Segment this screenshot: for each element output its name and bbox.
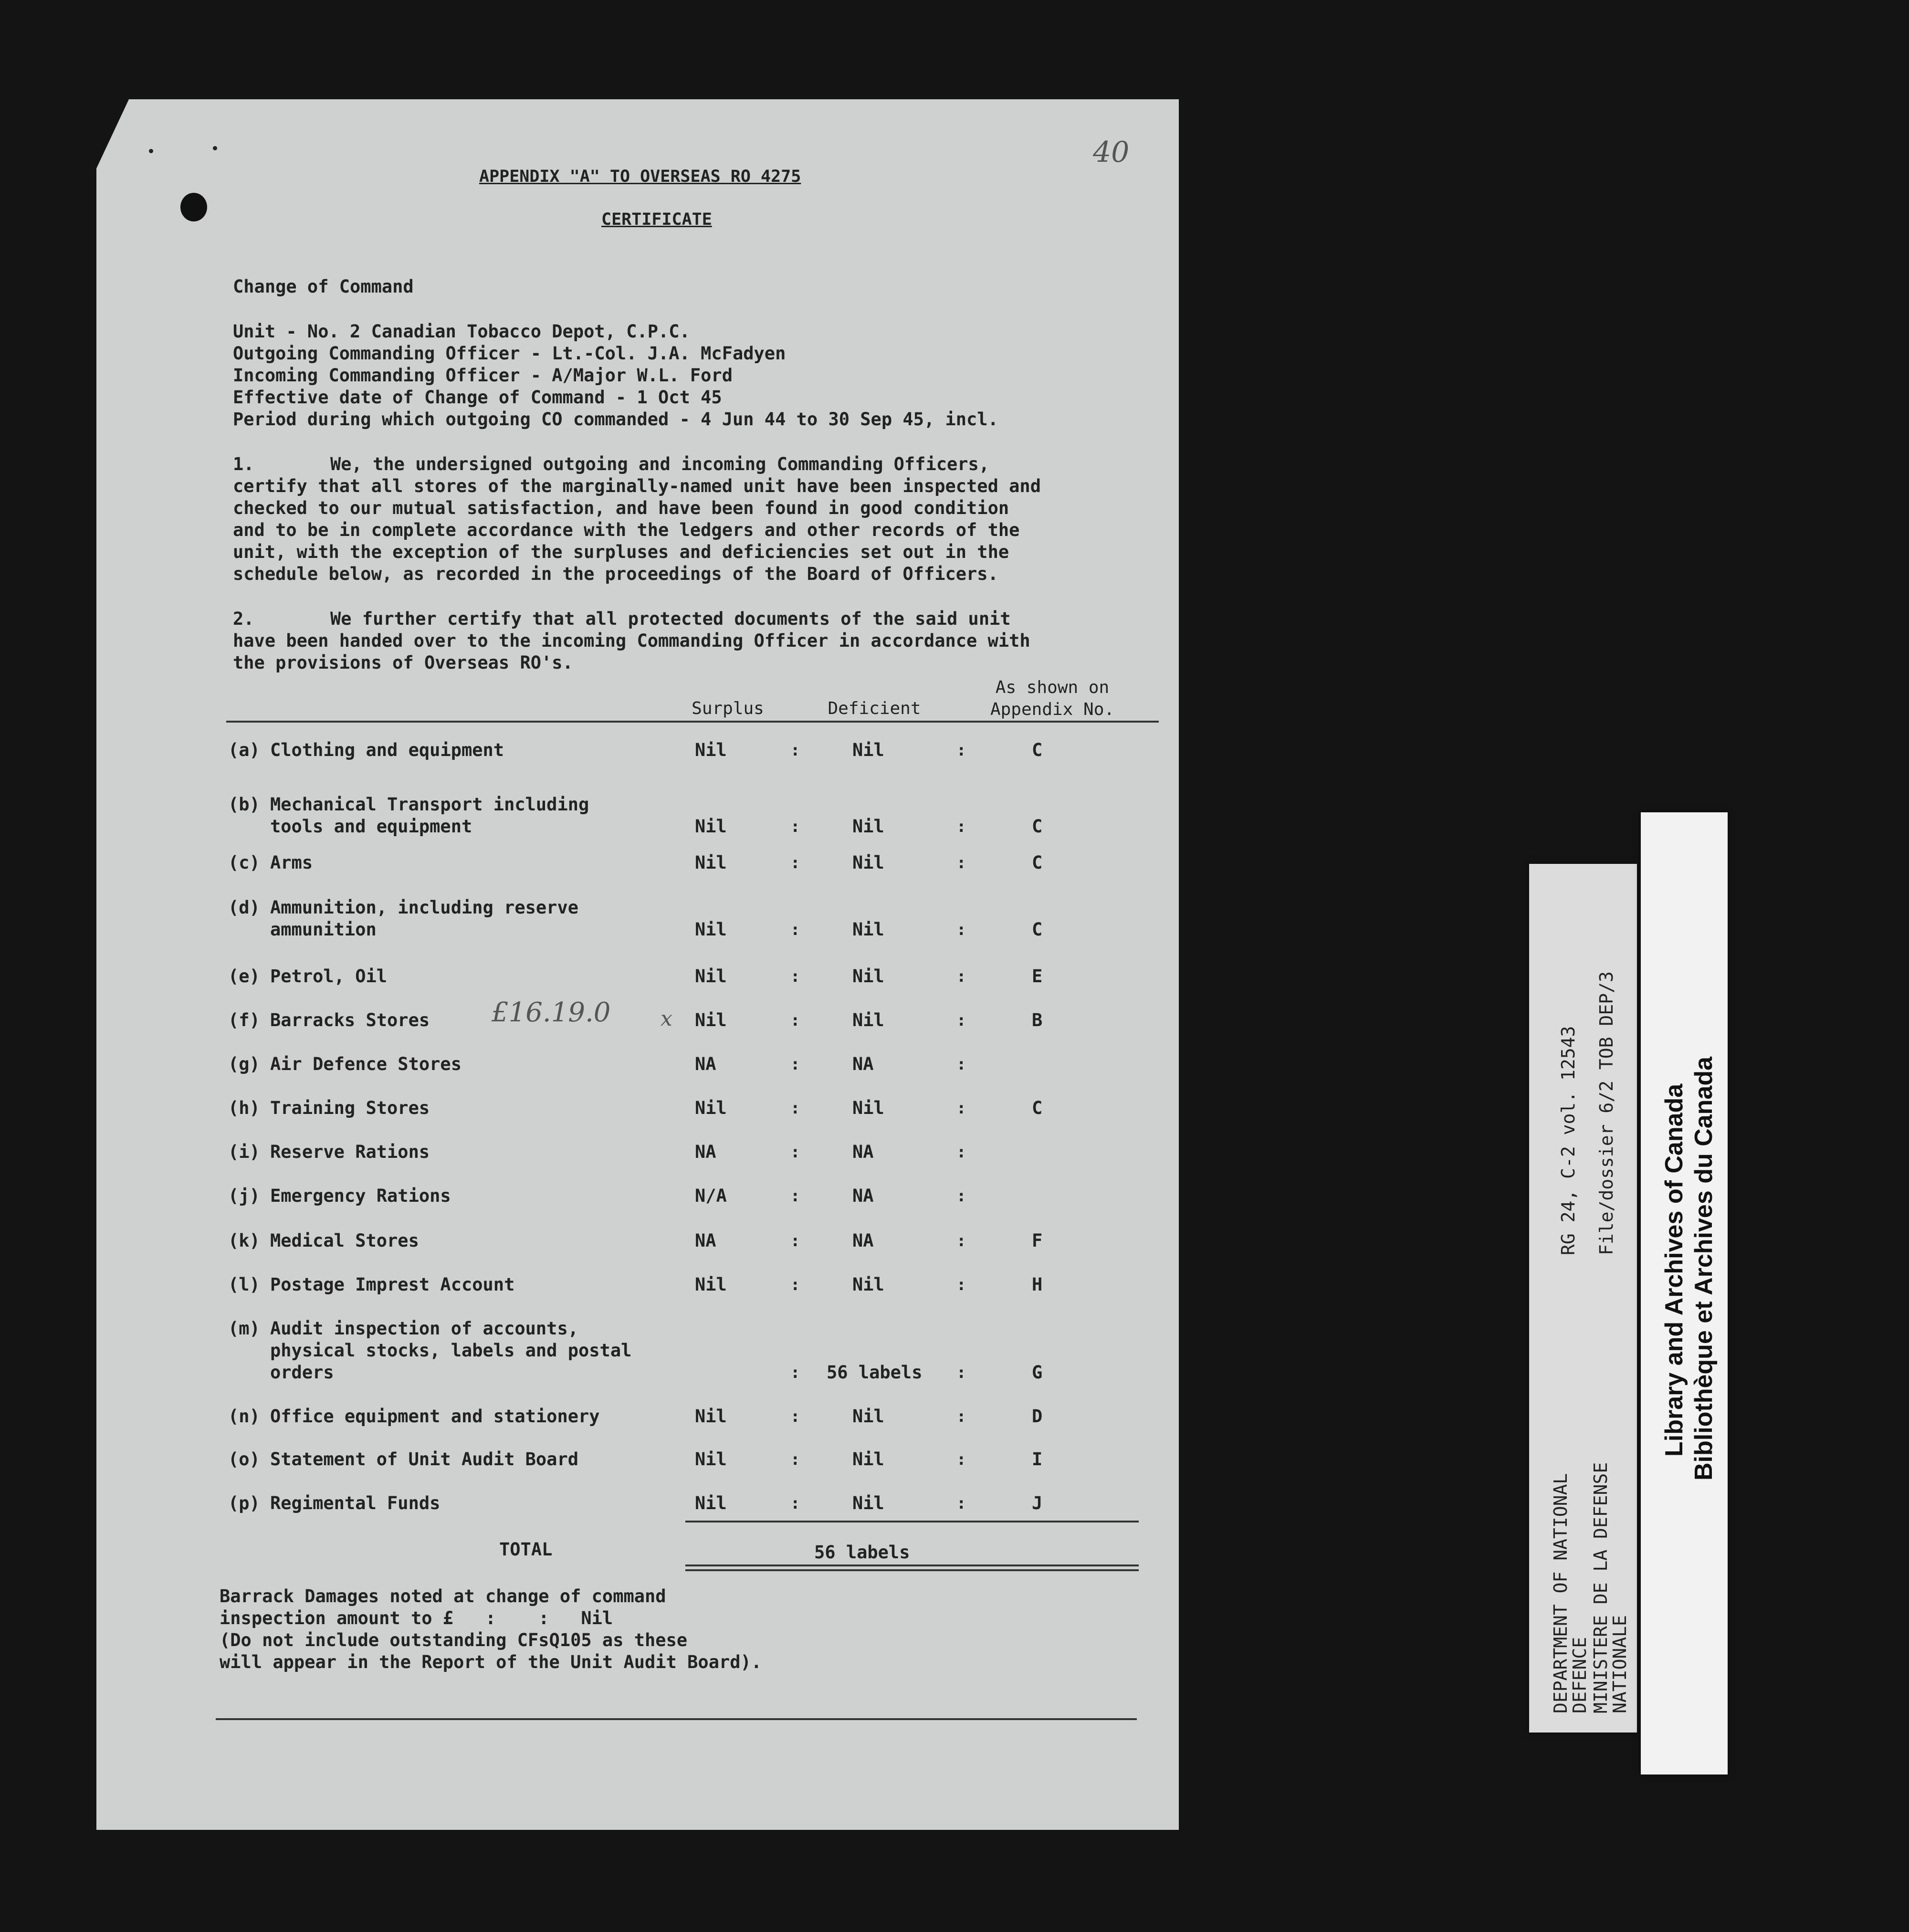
separator: : <box>790 1143 800 1162</box>
paragraph-line: unit, with the exception of the surpluses and deficiencies set out in the <box>233 542 1009 562</box>
note-line: Barrack Damages noted at change of command <box>220 1586 666 1606</box>
appendix-value: C <box>1032 852 1043 873</box>
appendix-value: D <box>1032 1406 1043 1427</box>
appendix-value: B <box>1032 1010 1043 1030</box>
deficient-value: NA <box>852 1142 874 1162</box>
row-id: (m) <box>228 1318 260 1339</box>
separator: : <box>790 920 800 939</box>
file-reference: File/dossier 6/2 TOB DEP/3 <box>1596 971 1617 1255</box>
appendix-value: C <box>1032 919 1043 940</box>
row-description: Reserve Rations <box>270 1142 430 1162</box>
separator: : <box>790 1011 800 1030</box>
surplus-value: NA <box>695 1230 716 1251</box>
detail-line: Period during which outgoing CO commanded - 4 Jun 44 to 30 Sep 45, incl. <box>233 409 998 430</box>
separator: : <box>956 1363 966 1382</box>
row-description: Office equipment and stationery <box>270 1406 600 1427</box>
dept-en-line2: DEFENCE <box>1569 1637 1590 1713</box>
separator: : <box>790 1186 800 1206</box>
row-description: Training Stores <box>270 1098 430 1118</box>
surplus-value: Nil <box>695 1010 727 1030</box>
surplus-value: Nil <box>695 816 727 837</box>
surplus-value: Nil <box>695 852 727 873</box>
row-description: Statement of Unit Audit Board <box>270 1449 579 1470</box>
closing-rule <box>216 1718 1137 1720</box>
document-heading: APPENDIX "A" TO OVERSEAS RO 4275 <box>479 167 801 186</box>
surplus-value: Nil <box>695 1274 727 1295</box>
row-description: Barracks Stores <box>270 1010 430 1030</box>
surplus-value: Nil <box>695 966 727 987</box>
separator: : <box>790 1407 800 1426</box>
row-description: Petrol, Oil <box>270 966 388 987</box>
paragraph-line: schedule below, as recorded in the proceedings of the Board of Officers. <box>233 564 998 584</box>
row-description: Postage Imprest Account <box>270 1274 515 1295</box>
rg-reference: RG 24, C-2 vol. 12543 <box>1558 1026 1579 1255</box>
total-rule-top <box>685 1521 1139 1522</box>
column-header-appendix-line1: As shown on <box>995 678 1110 697</box>
row-description: Ammunition, including reserve <box>270 897 579 918</box>
surplus-value: NA <box>695 1142 716 1162</box>
lac-name-en: Library and Archives of Canada <box>1660 1083 1688 1457</box>
separator: : <box>956 967 966 986</box>
row-description: Mechanical Transport including <box>270 794 589 815</box>
separator: : <box>956 741 966 760</box>
row-description: Air Defence Stores <box>270 1054 462 1074</box>
row-description: Arms <box>270 852 313 873</box>
separator: : <box>956 1143 966 1162</box>
deficient-value: Nil <box>852 1493 884 1513</box>
paragraph-number: 2. <box>233 609 254 629</box>
separator: : <box>956 1450 966 1469</box>
paragraph-line: We further certify that all protected documents of the said unit <box>330 609 1011 629</box>
note-line: inspection amount to £ : : Nil <box>220 1608 613 1628</box>
detail-line: Incoming Commanding Officer - A/Major W.L. Ford <box>233 365 733 386</box>
separator: : <box>790 1055 800 1074</box>
handwritten-amount: £16.19.0 <box>492 997 611 1028</box>
separator: : <box>790 967 800 986</box>
row-description: physical stocks, labels and postal <box>270 1340 632 1361</box>
row-id: (e) <box>228 966 260 987</box>
row-id: (o) <box>228 1449 260 1470</box>
total-label: TOTAL <box>499 1539 553 1560</box>
column-header-deficient: Deficient <box>828 699 921 718</box>
separator: : <box>956 1275 966 1294</box>
paragraph-line: and to be in complete accordance with the ledgers and other records of the <box>233 520 1020 540</box>
separator: : <box>956 1055 966 1074</box>
deficient-value: Nil <box>852 1010 884 1030</box>
separator: : <box>790 1494 800 1513</box>
separator: : <box>790 1231 800 1250</box>
appendix-value: C <box>1032 816 1043 837</box>
deficient-value: Nil <box>852 816 884 837</box>
ink-speck <box>213 146 217 150</box>
separator: : <box>790 853 800 872</box>
deficient-value: 56 labels <box>827 1362 923 1383</box>
row-id: (c) <box>228 852 260 873</box>
note-line: will appear in the Report of the Unit Audit Board). <box>220 1652 762 1672</box>
row-description: Medical Stores <box>270 1230 419 1251</box>
row-id: (n) <box>228 1406 260 1427</box>
detail-line: Effective date of Change of Command - 1 Oct 45 <box>233 387 722 408</box>
handwritten-mark: x <box>661 1007 672 1031</box>
row-description: Regimental Funds <box>270 1493 441 1513</box>
paragraph-line: We, the undersigned outgoing and incoming Commanding Officers, <box>330 454 990 474</box>
deficient-value: Nil <box>852 919 884 940</box>
total-value: 56 labels <box>814 1542 910 1563</box>
row-description: orders <box>270 1362 334 1383</box>
separator: : <box>956 1099 966 1118</box>
total-rule-double <box>685 1569 1139 1571</box>
page-number: 40 <box>1093 136 1130 169</box>
separator: : <box>790 1450 800 1469</box>
paragraph-number: 1. <box>233 454 254 474</box>
appendix-value: G <box>1032 1362 1043 1383</box>
note-line: (Do not include outstanding CFsQ105 as these <box>220 1630 688 1650</box>
deficient-value: Nil <box>852 1274 884 1295</box>
archive-reference-label <box>1529 864 1637 1732</box>
surplus-value: NA <box>695 1054 716 1074</box>
separator: : <box>956 1407 966 1426</box>
surplus-value: Nil <box>695 1493 727 1513</box>
lac-label <box>1641 812 1728 1774</box>
surplus-value: Nil <box>695 919 727 940</box>
deficient-value: Nil <box>852 852 884 873</box>
separator: : <box>790 1363 800 1382</box>
deficient-value: Nil <box>852 1406 884 1427</box>
row-description: ammunition <box>270 919 377 940</box>
paragraph-line: have been handed over to the incoming Commanding Officer in accordance with <box>233 630 1030 651</box>
separator: : <box>956 853 966 872</box>
row-id: (a) <box>228 740 260 760</box>
separator: : <box>956 920 966 939</box>
deficient-value: Nil <box>852 1449 884 1470</box>
row-id: (i) <box>228 1142 260 1162</box>
appendix-value: C <box>1032 1098 1043 1118</box>
row-description: tools and equipment <box>270 816 472 837</box>
separator: : <box>790 1275 800 1294</box>
dept-fr-line1: MINISTERE DE LA DEFENSE <box>1590 1462 1611 1713</box>
surplus-value: N/A <box>695 1186 727 1206</box>
appendix-value: H <box>1032 1274 1043 1295</box>
detail-line: Unit - No. 2 Canadian Tobacco Depot, C.P.C. <box>233 321 690 342</box>
appendix-value: C <box>1032 740 1043 760</box>
document-subheading: CERTIFICATE <box>601 210 712 229</box>
deficient-value: NA <box>852 1186 874 1206</box>
detail-line: Outgoing Commanding Officer - Lt.-Col. J.A. McFadyen <box>233 343 786 364</box>
separator: : <box>790 817 800 836</box>
surplus-value: Nil <box>695 1406 727 1427</box>
separator: : <box>956 1494 966 1513</box>
column-header-surplus: Surplus <box>692 699 764 718</box>
separator: : <box>956 1011 966 1030</box>
punch-hole <box>180 193 207 221</box>
deficient-value: Nil <box>852 1098 884 1118</box>
appendix-value: E <box>1032 966 1043 987</box>
paragraph-line: checked to our mutual satisfaction, and have been found in good condition <box>233 498 1009 518</box>
separator: : <box>790 741 800 760</box>
table-header-rule <box>226 721 1159 723</box>
paragraph-line: certify that all stores of the marginally-named unit have been inspected and <box>233 476 1041 496</box>
deficient-value: NA <box>852 1054 874 1074</box>
ink-speck <box>149 149 153 153</box>
surplus-value: Nil <box>695 740 727 760</box>
paragraph-line: the provisions of Overseas RO's. <box>233 652 573 673</box>
section-label: Change of Command <box>233 276 414 297</box>
separator: : <box>790 1099 800 1118</box>
deficient-value: NA <box>852 1230 874 1251</box>
row-id: (b) <box>228 794 260 815</box>
appendix-value: J <box>1032 1493 1043 1513</box>
row-id: (p) <box>228 1493 260 1513</box>
separator: : <box>956 817 966 836</box>
separator: : <box>956 1186 966 1206</box>
row-id: (j) <box>228 1186 260 1206</box>
total-rule-double <box>685 1564 1139 1566</box>
dept-fr-line2: NATIONALE <box>1609 1615 1630 1713</box>
row-id: (d) <box>228 897 260 918</box>
surplus-value: Nil <box>695 1449 727 1470</box>
surplus-value: Nil <box>695 1098 727 1118</box>
lac-name-fr: Bibliothèque et Archives du Canada <box>1690 1056 1718 1480</box>
row-id: (g) <box>228 1054 260 1074</box>
row-description: Clothing and equipment <box>270 740 504 760</box>
row-id: (k) <box>228 1230 260 1251</box>
row-id: (f) <box>228 1010 260 1030</box>
deficient-value: Nil <box>852 740 884 760</box>
deficient-value: Nil <box>852 966 884 987</box>
row-id: (l) <box>228 1274 260 1295</box>
column-header-appendix-line2: Appendix No. <box>990 700 1115 719</box>
dept-en-line1: DEPARTMENT OF NATIONAL <box>1550 1473 1571 1713</box>
row-id: (h) <box>228 1098 260 1118</box>
row-description: Emergency Rations <box>270 1186 451 1206</box>
row-description: Audit inspection of accounts, <box>270 1318 579 1339</box>
separator: : <box>956 1231 966 1250</box>
appendix-value: F <box>1032 1230 1043 1251</box>
appendix-value: I <box>1032 1449 1043 1470</box>
